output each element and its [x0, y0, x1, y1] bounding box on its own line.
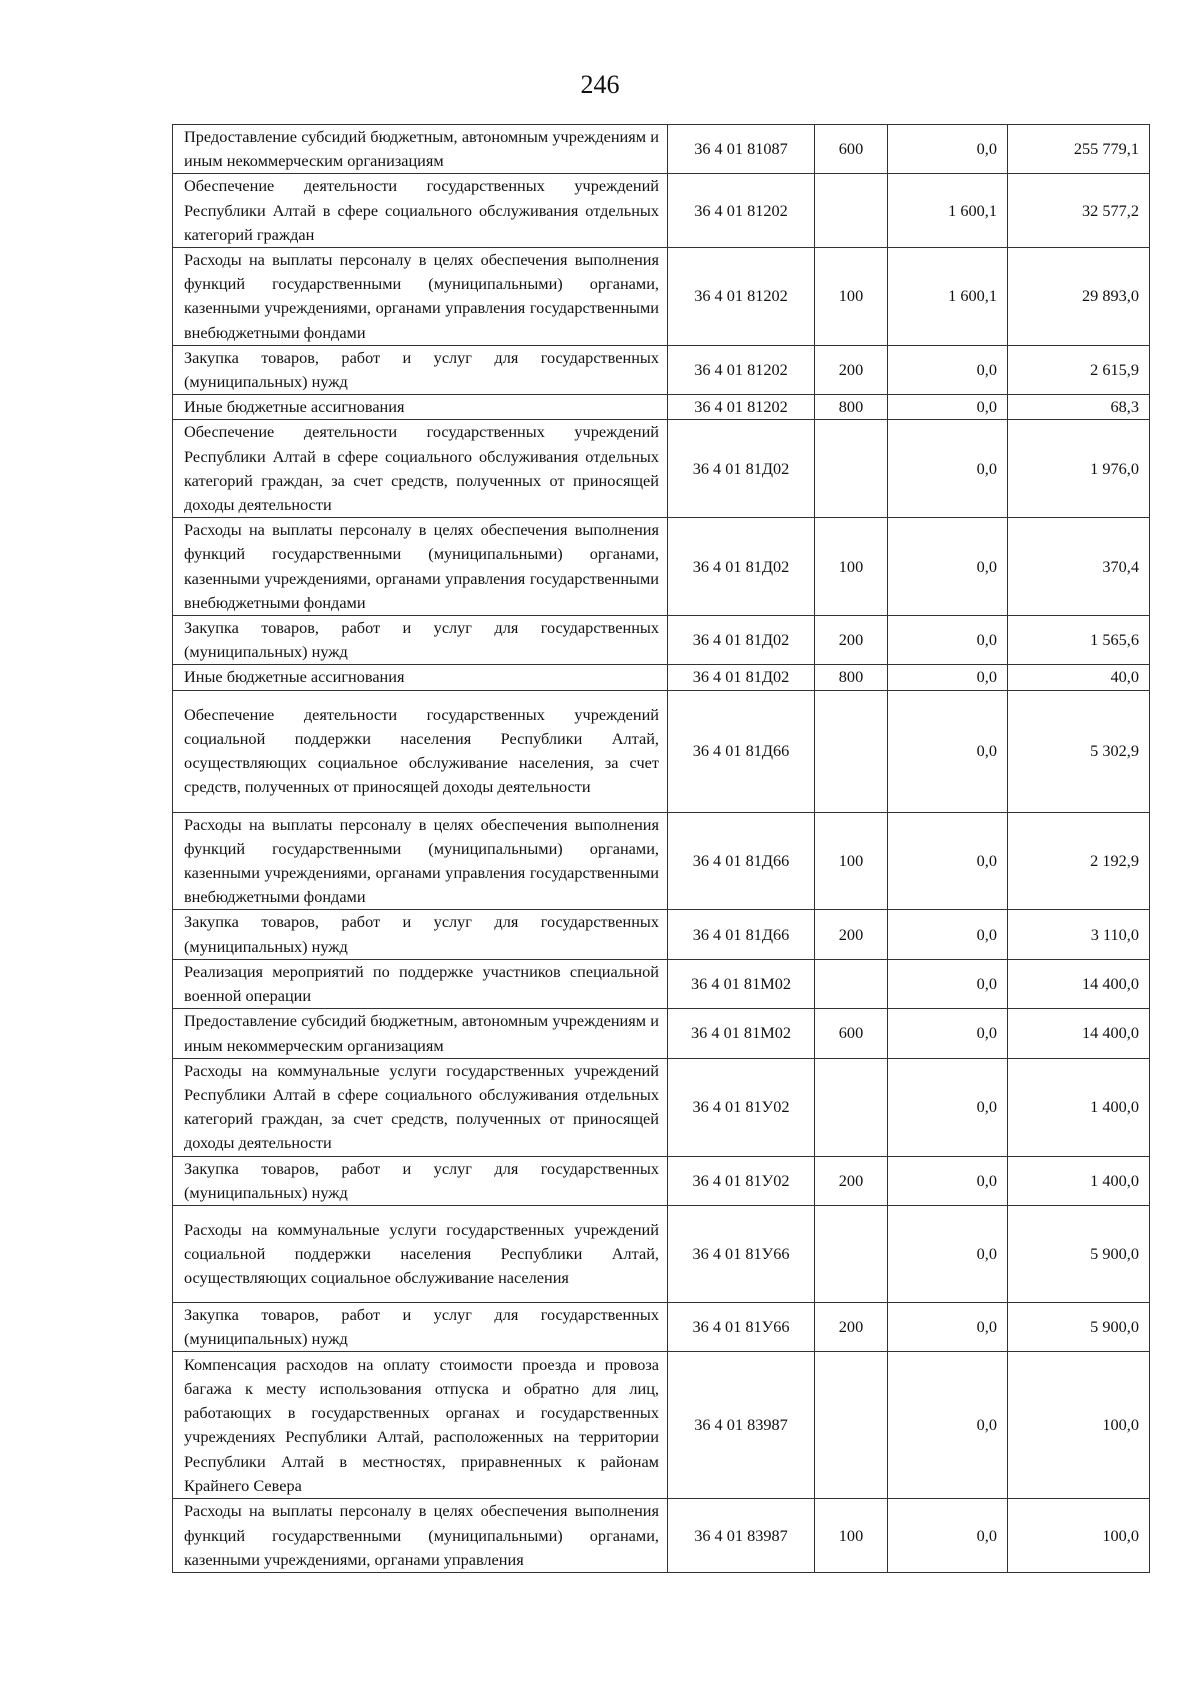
- row-expense-type: 200: [815, 345, 888, 394]
- row-amount-1: 0,0: [888, 690, 1008, 812]
- row-description: Закупка товаров, работ и услуг для государственных (муниципальных) нужд: [173, 1302, 668, 1351]
- row-code: 36 4 01 81202: [668, 345, 815, 394]
- row-description: Расходы на выплаты персоналу в целях обеспечения выполнения функций государственными (муниципальными) органами, казенными учреждениями, органами управления государственными внебюджетными фондами: [173, 812, 668, 910]
- table-row: [173, 812, 1150, 910]
- row-description: Закупка товаров, работ и услуг для государственных (муниципальных) нужд: [173, 1156, 668, 1205]
- row-amount-1: 0,0: [888, 959, 1008, 1008]
- row-amount-2: 14 400,0: [1008, 1009, 1150, 1058]
- table-row: [173, 125, 1150, 174]
- row-expense-type: 600: [815, 1009, 888, 1058]
- row-amount-1: 0,0: [888, 518, 1008, 616]
- row-code: 36 4 01 83987: [668, 1352, 815, 1499]
- row-expense-type: 800: [815, 395, 888, 420]
- table-row: [173, 690, 1150, 812]
- row-amount-2: 1 976,0: [1008, 420, 1150, 518]
- table-row: [173, 518, 1150, 616]
- row-expense-type: [815, 1352, 888, 1499]
- row-code: 36 4 01 81Д02: [668, 616, 815, 665]
- row-code: 36 4 01 81202: [668, 248, 815, 346]
- row-amount-2: 1 565,6: [1008, 616, 1150, 665]
- row-description: Компенсация расходов на оплату стоимости проезда и провоза багажа к месту использования отпуска и обратно для лиц, работающих в государственных органах и государственных учреждениях Республики Алтай, расположенных на территории Республики Алтай в местностях, приравненных к районам Крайнего Севера: [173, 1352, 668, 1499]
- row-amount-2: 100,0: [1008, 1499, 1150, 1573]
- row-description: Расходы на выплаты персоналу в целях обеспечения выполнения функций государственными (муниципальными) органами, казенными учреждениями, органами управления государственными внебюджетными фондами: [173, 518, 668, 616]
- row-description: Иные бюджетные ассигнования: [173, 395, 668, 420]
- row-amount-1: 0,0: [888, 1302, 1008, 1351]
- table-row: [173, 248, 1150, 346]
- row-amount-2: 68,3: [1008, 395, 1150, 420]
- row-description: Обеспечение деятельности государственных учреждений социальной поддержки населения Республики Алтай, осуществляющих социальное обслуживание населения, за счет средств, полученных от приносящей доходы деятельности: [173, 690, 668, 812]
- row-amount-1: 0,0: [888, 420, 1008, 518]
- row-description: Предоставление субсидий бюджетным, автономным учреждениям и иным некоммерческим организациям: [173, 125, 668, 174]
- row-amount-1: 0,0: [888, 812, 1008, 910]
- table-row: [173, 1499, 1150, 1573]
- row-amount-2: 100,0: [1008, 1352, 1150, 1499]
- row-code: 36 4 01 81087: [668, 125, 815, 174]
- row-code: 36 4 01 81Д02: [668, 420, 815, 518]
- row-amount-1: 0,0: [888, 1205, 1008, 1302]
- row-amount-1: 1 600,1: [888, 248, 1008, 346]
- row-expense-type: 100: [815, 812, 888, 910]
- table-row: [173, 616, 1150, 665]
- row-amount-2: 14 400,0: [1008, 959, 1150, 1008]
- row-description: Расходы на коммунальные услуги государственных учреждений Республики Алтай в сфере социального обслуживания отдельных категорий граждан, за счет средств, полученных от приносящей доходы деятельности: [173, 1058, 668, 1156]
- row-amount-1: 0,0: [888, 665, 1008, 690]
- row-amount-2: 5 900,0: [1008, 1302, 1150, 1351]
- row-amount-2: 5 302,9: [1008, 690, 1150, 812]
- row-amount-1: 0,0: [888, 616, 1008, 665]
- row-amount-2: 1 400,0: [1008, 1058, 1150, 1156]
- row-amount-2: 40,0: [1008, 665, 1150, 690]
- row-expense-type: [815, 690, 888, 812]
- row-code: 36 4 01 81Д66: [668, 812, 815, 910]
- row-amount-1: 0,0: [888, 1058, 1008, 1156]
- row-expense-type: 200: [815, 616, 888, 665]
- row-expense-type: [815, 1058, 888, 1156]
- row-expense-type: 100: [815, 518, 888, 616]
- row-amount-2: 1 400,0: [1008, 1156, 1150, 1205]
- row-code: 36 4 01 81У02: [668, 1156, 815, 1205]
- row-amount-1: 0,0: [888, 395, 1008, 420]
- row-expense-type: [815, 1205, 888, 1302]
- table-row: [173, 665, 1150, 690]
- row-expense-type: 100: [815, 248, 888, 346]
- row-description: Предоставление субсидий бюджетным, автономным учреждениям и иным некоммерческим организациям: [173, 1009, 668, 1058]
- row-code: 36 4 01 81М02: [668, 959, 815, 1008]
- row-expense-type: [815, 420, 888, 518]
- row-description: Закупка товаров, работ и услуг для государственных (муниципальных) нужд: [173, 345, 668, 394]
- table-row: [173, 1156, 1150, 1205]
- row-expense-type: 200: [815, 910, 888, 959]
- row-amount-2: 2 615,9: [1008, 345, 1150, 394]
- row-expense-type: 600: [815, 125, 888, 174]
- row-amount-1: 0,0: [888, 910, 1008, 959]
- budget-table-body: [173, 125, 1150, 1573]
- table-row: [173, 1009, 1150, 1058]
- row-code: 36 4 01 81М02: [668, 1009, 815, 1058]
- row-description: Обеспечение деятельности государственных учреждений Республики Алтай в сфере социального обслуживания отдельных категорий граждан, за счет средств, полученных от приносящей доходы деятельности: [173, 420, 668, 518]
- row-code: 36 4 01 81У66: [668, 1205, 815, 1302]
- row-code: 36 4 01 83987: [668, 1499, 815, 1573]
- table-row: [173, 1058, 1150, 1156]
- row-amount-2: 5 900,0: [1008, 1205, 1150, 1302]
- row-code: 36 4 01 81У02: [668, 1058, 815, 1156]
- table-row: [173, 959, 1150, 1008]
- row-description: Расходы на выплаты персоналу в целях обеспечения выполнения функций государственными (муниципальными) органами, казенными учреждениями, органами управления: [173, 1499, 668, 1573]
- row-amount-1: 0,0: [888, 125, 1008, 174]
- row-amount-1: 0,0: [888, 1352, 1008, 1499]
- row-amount-1: 1 600,1: [888, 174, 1008, 248]
- row-amount-1: 0,0: [888, 1156, 1008, 1205]
- table-row: [173, 174, 1150, 248]
- row-expense-type: 200: [815, 1302, 888, 1351]
- row-amount-2: 29 893,0: [1008, 248, 1150, 346]
- table-row: [173, 395, 1150, 420]
- row-code: 36 4 01 81У66: [668, 1302, 815, 1351]
- row-code: 36 4 01 81Д66: [668, 910, 815, 959]
- row-description: Расходы на выплаты персоналу в целях обеспечения выполнения функций государственными (муниципальными) органами, казенными учреждениями, органами управления государственными внебюджетными фондами: [173, 248, 668, 346]
- row-expense-type: [815, 174, 888, 248]
- row-description: Закупка товаров, работ и услуг для государственных (муниципальных) нужд: [173, 616, 668, 665]
- page-number: 246: [580, 70, 620, 99]
- row-expense-type: 800: [815, 665, 888, 690]
- row-description: Расходы на коммунальные услуги государственных учреждений социальной поддержки населения Республики Алтай, осуществляющих социальное обслуживание населения: [173, 1205, 668, 1302]
- row-description: Закупка товаров, работ и услуг для государственных (муниципальных) нужд: [173, 910, 668, 959]
- table-row: [173, 1205, 1150, 1302]
- row-description: Обеспечение деятельности государственных учреждений Республики Алтай в сфере социального обслуживания отдельных категорий граждан: [173, 174, 668, 248]
- row-expense-type: 100: [815, 1499, 888, 1573]
- row-amount-2: 370,4: [1008, 518, 1150, 616]
- table-row: [173, 1352, 1150, 1499]
- row-amount-1: 0,0: [888, 1009, 1008, 1058]
- row-amount-1: 0,0: [888, 345, 1008, 394]
- row-amount-2: 32 577,2: [1008, 174, 1150, 248]
- table-row: [173, 420, 1150, 518]
- row-expense-type: 200: [815, 1156, 888, 1205]
- row-amount-2: 255 779,1: [1008, 125, 1150, 174]
- table-row: [173, 1302, 1150, 1351]
- budget-table: [172, 124, 1150, 1573]
- row-amount-2: 3 110,0: [1008, 910, 1150, 959]
- row-description: Иные бюджетные ассигнования: [173, 665, 668, 690]
- row-description: Реализация мероприятий по поддержке участников специальной военной операции: [173, 959, 668, 1008]
- row-code: 36 4 01 81Д66: [668, 690, 815, 812]
- row-amount-2: 2 192,9: [1008, 812, 1150, 910]
- row-code: 36 4 01 81202: [668, 174, 815, 248]
- row-amount-1: 0,0: [888, 1499, 1008, 1573]
- row-code: 36 4 01 81202: [668, 395, 815, 420]
- table-row: [173, 910, 1150, 959]
- table-row: [173, 345, 1150, 394]
- row-code: 36 4 01 81Д02: [668, 665, 815, 690]
- row-code: 36 4 01 81Д02: [668, 518, 815, 616]
- row-expense-type: [815, 959, 888, 1008]
